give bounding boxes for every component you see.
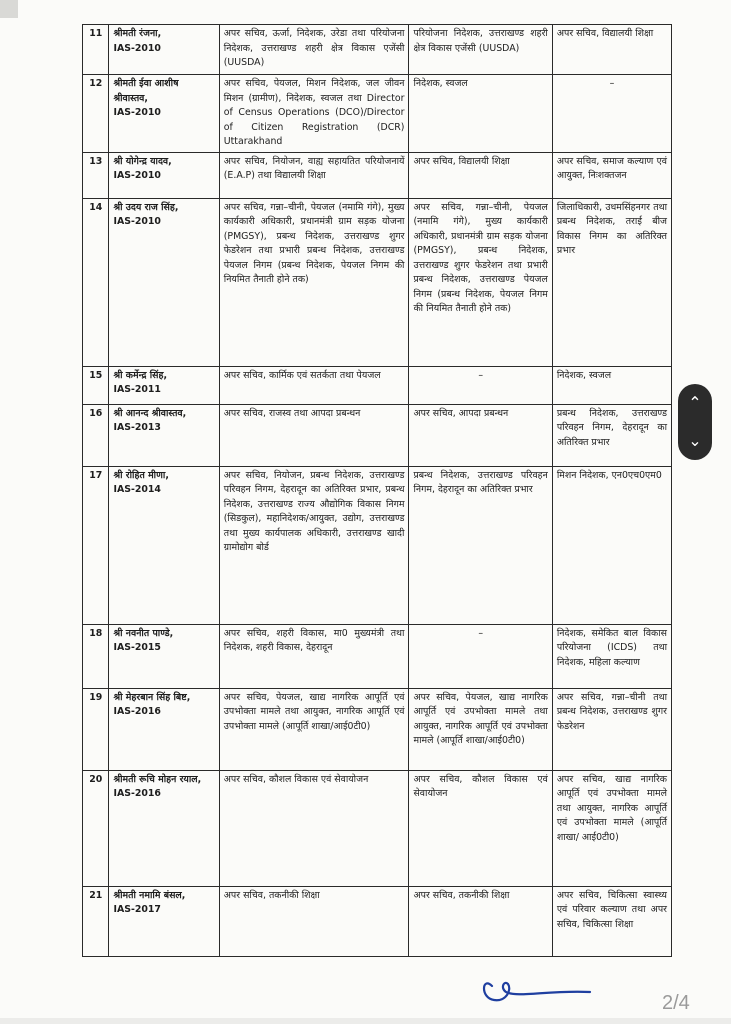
officer-name-cell (109, 688, 219, 770)
current-posting: अपर सचिव, कौशल विकास एवं सेवायोजन (219, 770, 409, 886)
officer-name-cell (109, 366, 219, 404)
officer-name: श्री योगेन्द्र यादव, (113, 155, 172, 167)
table-row (83, 404, 672, 466)
new-posting-text: अपर सचिव, समाज कल्याण एवं आयुक्त, निःशक्तजन (556, 155, 667, 181)
current-posting: अपर सचिव, शहरी विकास, मा0 मुख्यमंत्री तथा निदेशक, शहरी विकास, देहरादून (219, 624, 409, 688)
page-number: 2/4 (662, 992, 690, 1014)
retained-posting-text: प्रबन्ध निदेशक, उत्तराखण्ड परिवहन निगम, देहरादून का अतिरिक्त प्रभार (413, 469, 548, 495)
officer-name: श्री रोहित मीणा, (113, 469, 169, 481)
serial-number: 14 (83, 198, 109, 366)
serial-number: 16 (83, 404, 109, 466)
officer-name-cell (109, 404, 219, 466)
officer-name-cell (109, 75, 219, 153)
table-row (83, 75, 672, 153)
new-posting (552, 770, 671, 886)
table-row (83, 688, 672, 770)
officer-batch: IAS-2010 (113, 107, 161, 118)
officer-transfer-table (82, 24, 672, 957)
table-row (83, 366, 672, 404)
officer-batch: IAS-2016 (113, 788, 161, 799)
current-posting: अपर सचिव, नियोजन, प्रबन्ध निदेशक, उत्तराखण्ड परिवहन निगम, देहरादून का अतिरिक्त प्रभार, प्रबन्ध निदेशक, उत्तराखण्ड राज्य औद्योगिक विकास निगम (सिडकुल), महानिदेशक/आयुक्त, उद्योग, उत्तराखण्ड तथा मुख्य कार्यपालक अधिकारी, उत्तराखण्ड खादी ग्रामोद्योग बोर्ड (219, 466, 409, 624)
officer-name-cell (109, 198, 219, 366)
table-row (83, 198, 672, 366)
serial-number: 17 (83, 466, 109, 624)
officer-name: श्री आनन्द श्रीवास्तव, (113, 407, 187, 419)
current-posting: अपर सचिव, राजस्व तथा आपदा प्रबन्धन (219, 404, 409, 466)
officer-batch: IAS-2015 (113, 642, 161, 653)
serial-number: 18 (83, 624, 109, 688)
new-posting-text: जिलाधिकारी, उधमसिंहनगर तथा प्रबन्ध निदेशक, तराई बीज विकास निगम का अतिरिक्त प्रभार (556, 201, 667, 256)
new-posting-text: अपर सचिव, खाद्य नागरिक आपूर्ति एवं उपभोक्ता मामले तथा आयुक्त, नागरिक आपूर्ति एवं उपभोक्ता मामले (आपूर्ति शाखा/ आई0टी0) (556, 773, 667, 843)
officer-batch: IAS-2014 (113, 484, 161, 495)
retained-posting (409, 75, 552, 153)
new-posting (552, 624, 671, 688)
table-row (83, 770, 672, 886)
officer-name: श्रीमती रूचि मोहन रयाल, (113, 773, 202, 785)
retained-posting-text: अपर सचिव, कौशल विकास एवं सेवायोजन (413, 773, 548, 799)
retained-posting-text: अपर सचिव, विद्यालयी शिक्षा (413, 155, 510, 167)
new-posting-text: निदेशक, स्वजल (556, 369, 612, 381)
current-posting: अपर सचिव, पेयजल, मिशन निदेशक, जल जीवन मिशन (ग्रामीण), निदेशक, स्वजल तथा Director of Census Operations (DCO)/Director of Citizen Registration (DCR) Uttarakhand (219, 75, 409, 153)
table-row (83, 25, 672, 75)
current-posting: अपर सचिव, ऊर्जा, निदेशक, उरेडा तथा परियोजना निदेशक, उत्तराखण्ड शहरी क्षेत्र विकास एजेंसी (UUSDA) (219, 25, 409, 75)
retained-posting-text: अपर सचिव, तकनीकी शिक्षा (413, 889, 510, 901)
page-scroll-control[interactable] (678, 384, 712, 460)
serial-number: 19 (83, 688, 109, 770)
officer-batch: IAS-2010 (113, 170, 161, 181)
officer-batch: IAS-2017 (113, 904, 161, 915)
officer-name-cell (109, 466, 219, 624)
new-posting (552, 366, 671, 404)
officer-name: श्रीमती रंजना, (113, 28, 162, 39)
retained-posting (409, 404, 552, 466)
officer-name: श्रीमती नमामि बंसल, (113, 889, 186, 901)
retained-posting (409, 198, 552, 366)
new-posting (552, 198, 671, 366)
officer-name-cell (109, 25, 219, 75)
officer-name: श्री नवनीत पाण्डे, (113, 627, 174, 639)
new-posting (552, 466, 671, 624)
new-posting-text: – (609, 78, 615, 89)
serial-number: 12 (83, 75, 109, 153)
chevron-up-icon[interactable]: ⌃ (688, 393, 702, 412)
serial-number: 11 (83, 25, 109, 75)
retained-posting-text: निदेशक, स्वजल (413, 78, 468, 89)
retained-posting (409, 624, 552, 688)
officer-batch: IAS-2011 (113, 384, 161, 395)
retained-posting-text: – (478, 369, 483, 381)
new-posting (552, 75, 671, 153)
retained-posting-text: – (478, 627, 483, 639)
retained-posting-text: अपर सचिव, आपदा प्रबन्धन (413, 407, 509, 419)
officer-batch: IAS-2010 (113, 216, 161, 227)
new-posting (552, 404, 671, 466)
new-posting-text: अपर सचिव, गन्ना–चीनी तथा प्रबन्ध निदेशक, उत्तराखण्ड शुगर फेडरेशन (556, 691, 667, 732)
new-posting-text: अपर सचिव, चिकित्सा स्वास्थ्य एवं परिवार कल्याण तथा अपर सचिव, चिकित्सा शिक्षा (556, 889, 667, 930)
officer-name: श्री मेहरबान सिंह बिष्ट, (113, 691, 191, 703)
retained-posting (409, 25, 552, 75)
officer-name: श्री उदय राज सिंह, (113, 201, 179, 213)
page-corner (0, 0, 18, 18)
serial-number: 21 (83, 886, 109, 956)
retained-posting-text: अपर सचिव, पेयजल, खाद्य नागरिक आपूर्ति एवं उपभोक्ता मामले तथा आयुक्त, नागरिक आपूर्ति एवं उपभोक्ता मामले (आपूर्ति शाखा/आई0टी0) (413, 691, 548, 746)
serial-number: 15 (83, 366, 109, 404)
officer-name: श्रीमती ईवा आशीष श्रीवास्तव, (113, 78, 179, 104)
officer-name-cell (109, 770, 219, 886)
bottom-edge (0, 1018, 731, 1024)
retained-posting (409, 770, 552, 886)
retained-posting (409, 366, 552, 404)
new-posting-text: प्रबन्ध निदेशक, उत्तराखण्ड परिवहन निगम, देहरादून का अतिरिक्त प्रभार (556, 407, 667, 448)
new-posting-text: मिशन निदेशक, एन0एच0एम0 (556, 469, 662, 481)
officer-batch: IAS-2016 (113, 706, 161, 717)
current-posting: अपर सचिव, गन्ना–चीनी, पेयजल (नमामि गंगे), मुख्य कार्यकारी अधिकारी, प्रधानमंत्री ग्राम सड़क योजना (PMGSY), प्रबन्ध निदेशक, उत्तराखण्ड शुगर फेडरेशन तथा प्रभारी प्रबन्ध निदेशक, उत्तराखण्ड पेयजल निगम (प्रबन्ध निदेशक, पेयजल निगम की नियमित तैनाती होने तक) (219, 198, 409, 366)
table-row (83, 624, 672, 688)
chevron-down-icon[interactable]: ⌄ (688, 431, 702, 450)
new-posting-text: निदेशक, समेकित बाल विकास परियोजना (ICDS) तथा निदेशक, महिला कल्याण (556, 627, 667, 668)
retained-posting-text: परियोजना निदेशक, उत्तराखण्ड शहरी क्षेत्र विकास एजेंसी (UUSDA) (413, 28, 548, 54)
current-posting: अपर सचिव, नियोजन, वाह्य सहायतित परियोजनायें (E.A.P) तथा विद्यालयी शिक्षा (219, 152, 409, 198)
current-posting: अपर सचिव, तकनीकी शिक्षा (219, 886, 409, 956)
serial-number: 20 (83, 770, 109, 886)
table-row (83, 886, 672, 956)
table-row (83, 152, 672, 198)
current-posting: अपर सचिव, पेयजल, खाद्य नागरिक आपूर्ति एवं उपभोक्ता मामले तथा आयुक्त, नागरिक आपूर्ति एवं उपभोक्ता मामले (आपूर्ति शाखा/आई0टी0) (219, 688, 409, 770)
retained-posting (409, 466, 552, 624)
retained-posting (409, 688, 552, 770)
retained-posting (409, 152, 552, 198)
officer-name-cell (109, 886, 219, 956)
new-posting (552, 152, 671, 198)
officer-name-cell (109, 152, 219, 198)
new-posting (552, 688, 671, 770)
table-row (83, 466, 672, 624)
officer-batch: IAS-2010 (113, 42, 161, 54)
retained-posting-text: अपर सचिव, गन्ना–चीनी, पेयजल (नमामि गंगे), मुख्य कार्यकारी अधिकारी, प्रधानमंत्री ग्राम सड़क योजना (PMGSY), प्रबन्ध निदेशक, उत्तराखण्ड शुगर फेडरेशन तथा प्रभारी प्रबन्ध निदेशक, उत्तराखण्ड पेयजल निगम (प्रबन्ध निदेशक, पेयजल निगम की नियमित तैनाती होने तक) (413, 201, 548, 314)
new-posting (552, 25, 671, 75)
serial-number: 13 (83, 152, 109, 198)
new-posting-text: अपर सचिव, विद्यालयी शिक्षा (556, 28, 654, 39)
retained-posting (409, 886, 552, 956)
signature (478, 968, 598, 1008)
officer-name: श्री कर्मेन्द्र सिंह, (113, 369, 168, 381)
current-posting: अपर सचिव, कार्मिक एवं सतर्कता तथा पेयजल (219, 366, 409, 404)
officer-batch: IAS-2013 (113, 422, 161, 433)
new-posting (552, 886, 671, 956)
officer-name-cell (109, 624, 219, 688)
